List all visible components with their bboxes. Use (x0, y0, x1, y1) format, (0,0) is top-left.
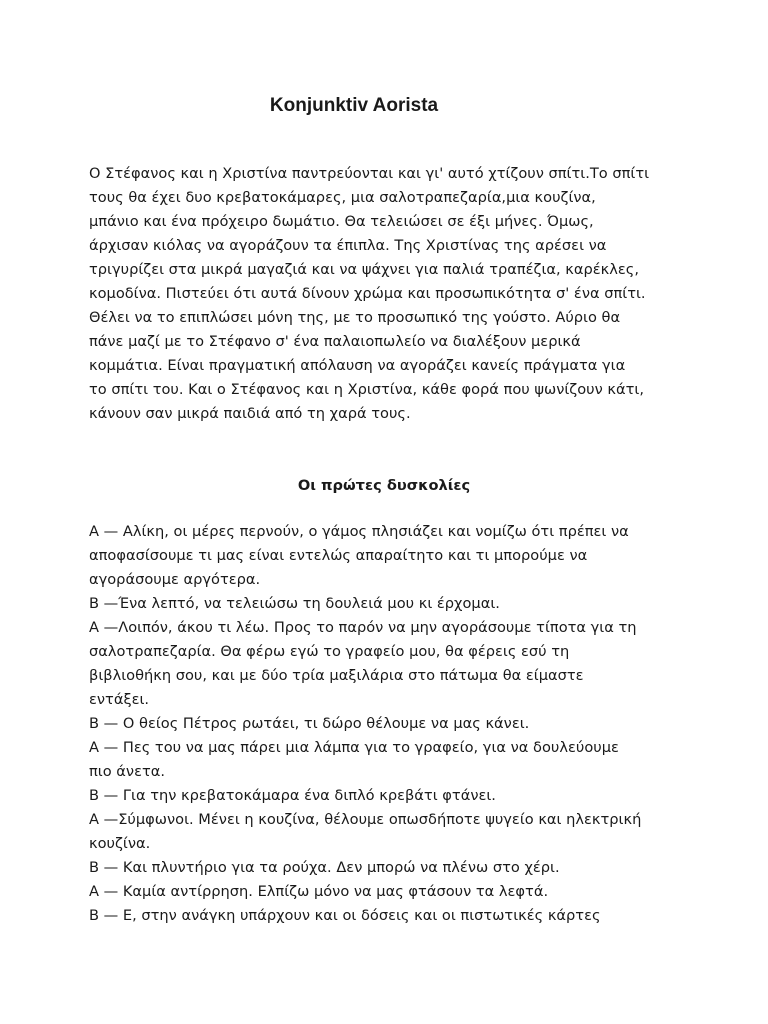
dialogue-line: αποφασίσουμε τι μας είναι εντελώς απαραίτητο και τι μπορούμε να (89, 547, 588, 564)
paragraph-line: Θέλει να το επιπλώσει μόνη της, με το προσωπικό της γούστο. Αύριο θα (89, 309, 621, 326)
paragraph-line: πάνε μαζί με το Στέφανο σ' ένα παλαιοπωλείο να διαλέξουν μερικά (89, 333, 581, 350)
dialogue-line: Β — Και πλυντήριο για τα ρούχα. Δεν μπορώ να πλένω στο χέρι. (89, 859, 560, 876)
dialogue-line: πιο άνετα. (89, 763, 165, 780)
intro-paragraph (89, 162, 689, 426)
dialogue-line: Β — Για την κρεβατοκάμαρα ένα διπλό κρεβάτι φτάνει. (89, 787, 496, 804)
dialogue-line: Α — Πες του να μας πάρει μια λάμπα για το γραφείο, για να δουλεύουμε (89, 739, 619, 756)
dialogue-line: αγοράσουμε αργότερα. (89, 571, 261, 588)
paragraph-line: κάνουν σαν μικρά παιδιά από τη χαρά τους. (89, 405, 411, 422)
paragraph-line: τριγυρίζει στα μικρά μαγαζιά και να ψάχνει για παλιά τραπέζια, καρέκλες, (89, 261, 640, 278)
dialogue-line: Β — Ο θείος Πέτρος ρωτάει, τι δώρο θέλουμε να μας κάνει. (89, 715, 530, 732)
dialogue-line: Β —Ένα λεπτό, να τελειώσω τη δουλειά μου κι έρχομαι. (89, 595, 500, 612)
paragraph-line: μπάνιο και ένα πρόχειρο δωμάτιο. Θα τελειώσει σε έξι μήνες. Όμως, (89, 213, 594, 230)
paragraph-line: το σπίτι του. Και ο Στέφανος και η Χριστίνα, κάθε φορά που ψωνίζουν κάτι, (89, 381, 644, 398)
dialogue-line: Α — Καμία αντίρρηση. Ελπίζω μόνο να μας φτάσουν τα λεφτά. (89, 883, 549, 900)
dialogue-line: βιβλιοθήκη σου, και με δύο τρία μαξιλάρια στο πάτωμα θα είμαστε (89, 667, 584, 684)
section-subtitle: Οι πρώτες δυσκολίες (297, 477, 471, 494)
paragraph-line: άρχισαν κιόλας να αγοράζουν τα έπιπλα. Της Χριστίνας της αρέσει να (89, 237, 607, 254)
paragraph-line: τους θα έχει δυο κρεβατοκάμαρες, μια σαλοτραπεζαρία,μια κουζίνα, (89, 189, 596, 206)
dialogue-line: Β — Ε, στην ανάγκη υπάρχουν και οι δόσεις και οι πιστωτικές κάρτες (89, 907, 601, 924)
dialogue-line: σαλοτραπεζαρία. Θα φέρω εγώ το γραφείο μου, θα φέρεις εσύ τη (89, 643, 570, 660)
dialogue-line: Α —Λοιπόν, άκου τι λέω. Προς το παρόν να μην αγοράσουμε τίποτα για τη (89, 619, 637, 636)
dialogue-line: Α —Σύμφωνοι. Μένει η κουζίνα, θέλουμε οπωσδήποτε ψυγείο και ηλεκτρική (89, 811, 642, 828)
dialogue-line: Α — Αλίκη, οι μέρες περνούν, ο γάμος πλησιάζει και νομίζω ότι πρέπει να (89, 523, 629, 540)
paragraph-line: κομμάτια. Είναι πραγματική απόλαυση να αγοράζει κανείς πράγματα για (89, 357, 626, 374)
document-title: Konjunktiv Aorista (269, 95, 439, 116)
paragraph-line: Ο Στέφανος και η Χριστίνα παντρεύονται και γι' αυτό χτίζουν σπίτι.Το σπίτι (89, 165, 650, 182)
dialogue-line: κουζίνα. (89, 835, 151, 852)
dialogue-block (89, 520, 689, 928)
dialogue-line: εντάξει. (89, 691, 150, 708)
paragraph-line: κομοδίνα. Πιστεύει ότι αυτά δίνουν χρώμα και προσωπικότητα σ' ένα σπίτι. (89, 285, 646, 302)
